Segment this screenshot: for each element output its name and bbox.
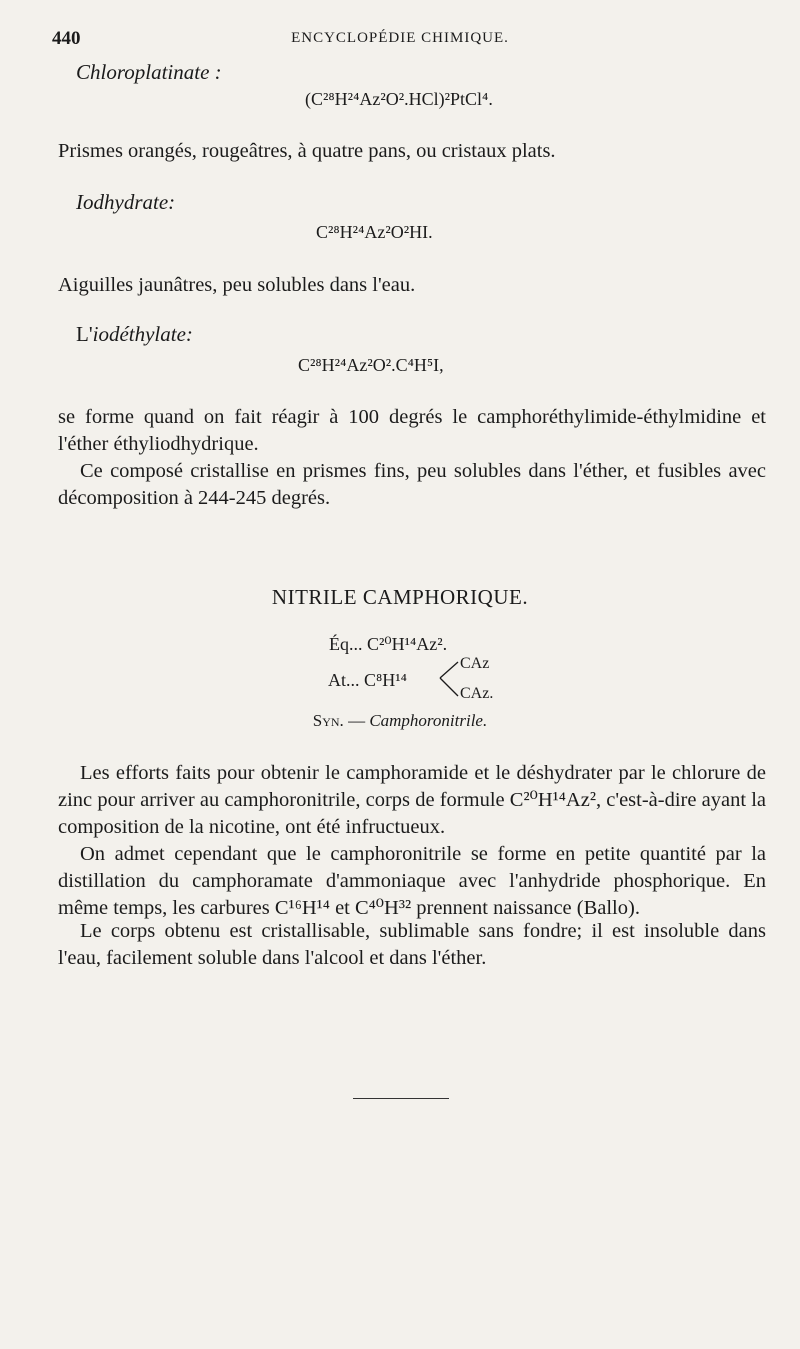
synonym-line <box>0 711 800 731</box>
branch-lines <box>436 656 462 700</box>
iodethylate-paragraph-2: Ce composé cristallise en prismes fins, peu solubles dans l'éther, et fusibles avec décomposition à 244-245 degrés. <box>58 460 766 509</box>
iodhydrate-formula: C²⁸H²⁴Az²O²HI. <box>316 222 433 242</box>
page-number: 440 <box>52 28 81 49</box>
nitrile-paragraph-3: Le corps obtenu est cristallisable, sublimable sans fondre; il est insoluble dans l'eau, facilement soluble dans l'alcool et dans l'éther. <box>58 920 766 969</box>
iodethylate-label-prefix: L' <box>76 322 93 346</box>
iodhydrate-label: Iodhydrate: <box>76 190 176 214</box>
iodhydrate-description: Aiguilles jaunâtres, peu solubles dans l'eau. <box>58 274 416 296</box>
chloroplatinate-description: Prismes orangés, rougeâtres, à quatre pans, ou cristaux plats. <box>58 140 556 162</box>
at-branch-upper: CAz <box>460 655 490 672</box>
iodethylate-label: iodéthylate: <box>92 322 193 346</box>
syn-label: Syn. <box>312 711 344 730</box>
at-formula: At... C⁸H¹⁴ <box>328 670 407 690</box>
syn-dash: — <box>343 711 370 730</box>
iodethylate-heading <box>76 322 193 347</box>
at-branch-lower: CAz. <box>460 685 494 702</box>
syn-value: Camphoronitrile. <box>369 711 488 730</box>
end-rule <box>353 1098 449 1099</box>
nitrile-paragraph-1: Les efforts faits pour obtenir le camphoramide et le déshydrater par le chlorure de zinc pour arriver au camphoronitrile, corps de formule C²⁰H¹⁴Az², c'est-à-dire ayant la composition de la nicotine, ont été infructueux. <box>58 762 766 838</box>
chloroplatinate-formula: (C²⁸H²⁴Az²O².HCl)²PtCl⁴. <box>305 89 493 109</box>
nitrile-paragraph-2: On admet cependant que le camphoronitrile se forme en petite quantité par la distillation du camphoramate d'ammoniaque avec l'anhydride phosphorique. En même temps, les carbures C¹⁶H¹⁴ et C⁴⁰H³² prennent naissance (Ballo). <box>58 843 766 919</box>
iodethylate-formula: C²⁸H²⁴Az²O².C⁴H⁵I, <box>298 355 444 375</box>
eq-formula: Éq... C²⁰H¹⁴Az². <box>329 634 448 654</box>
running-title: ENCYCLOPÉDIE CHIMIQUE. <box>291 30 509 46</box>
chloroplatinate-label: Chloroplatinate : <box>76 60 222 84</box>
iodethylate-paragraph-1: se forme quand on fait réagir à 100 degrés le camphoréthylimide-éthylmidine et l'éther éthyliodhydrique. <box>58 406 766 455</box>
page-header <box>0 24 800 54</box>
section-title: NITRILE CAMPHORIQUE. <box>271 585 529 609</box>
